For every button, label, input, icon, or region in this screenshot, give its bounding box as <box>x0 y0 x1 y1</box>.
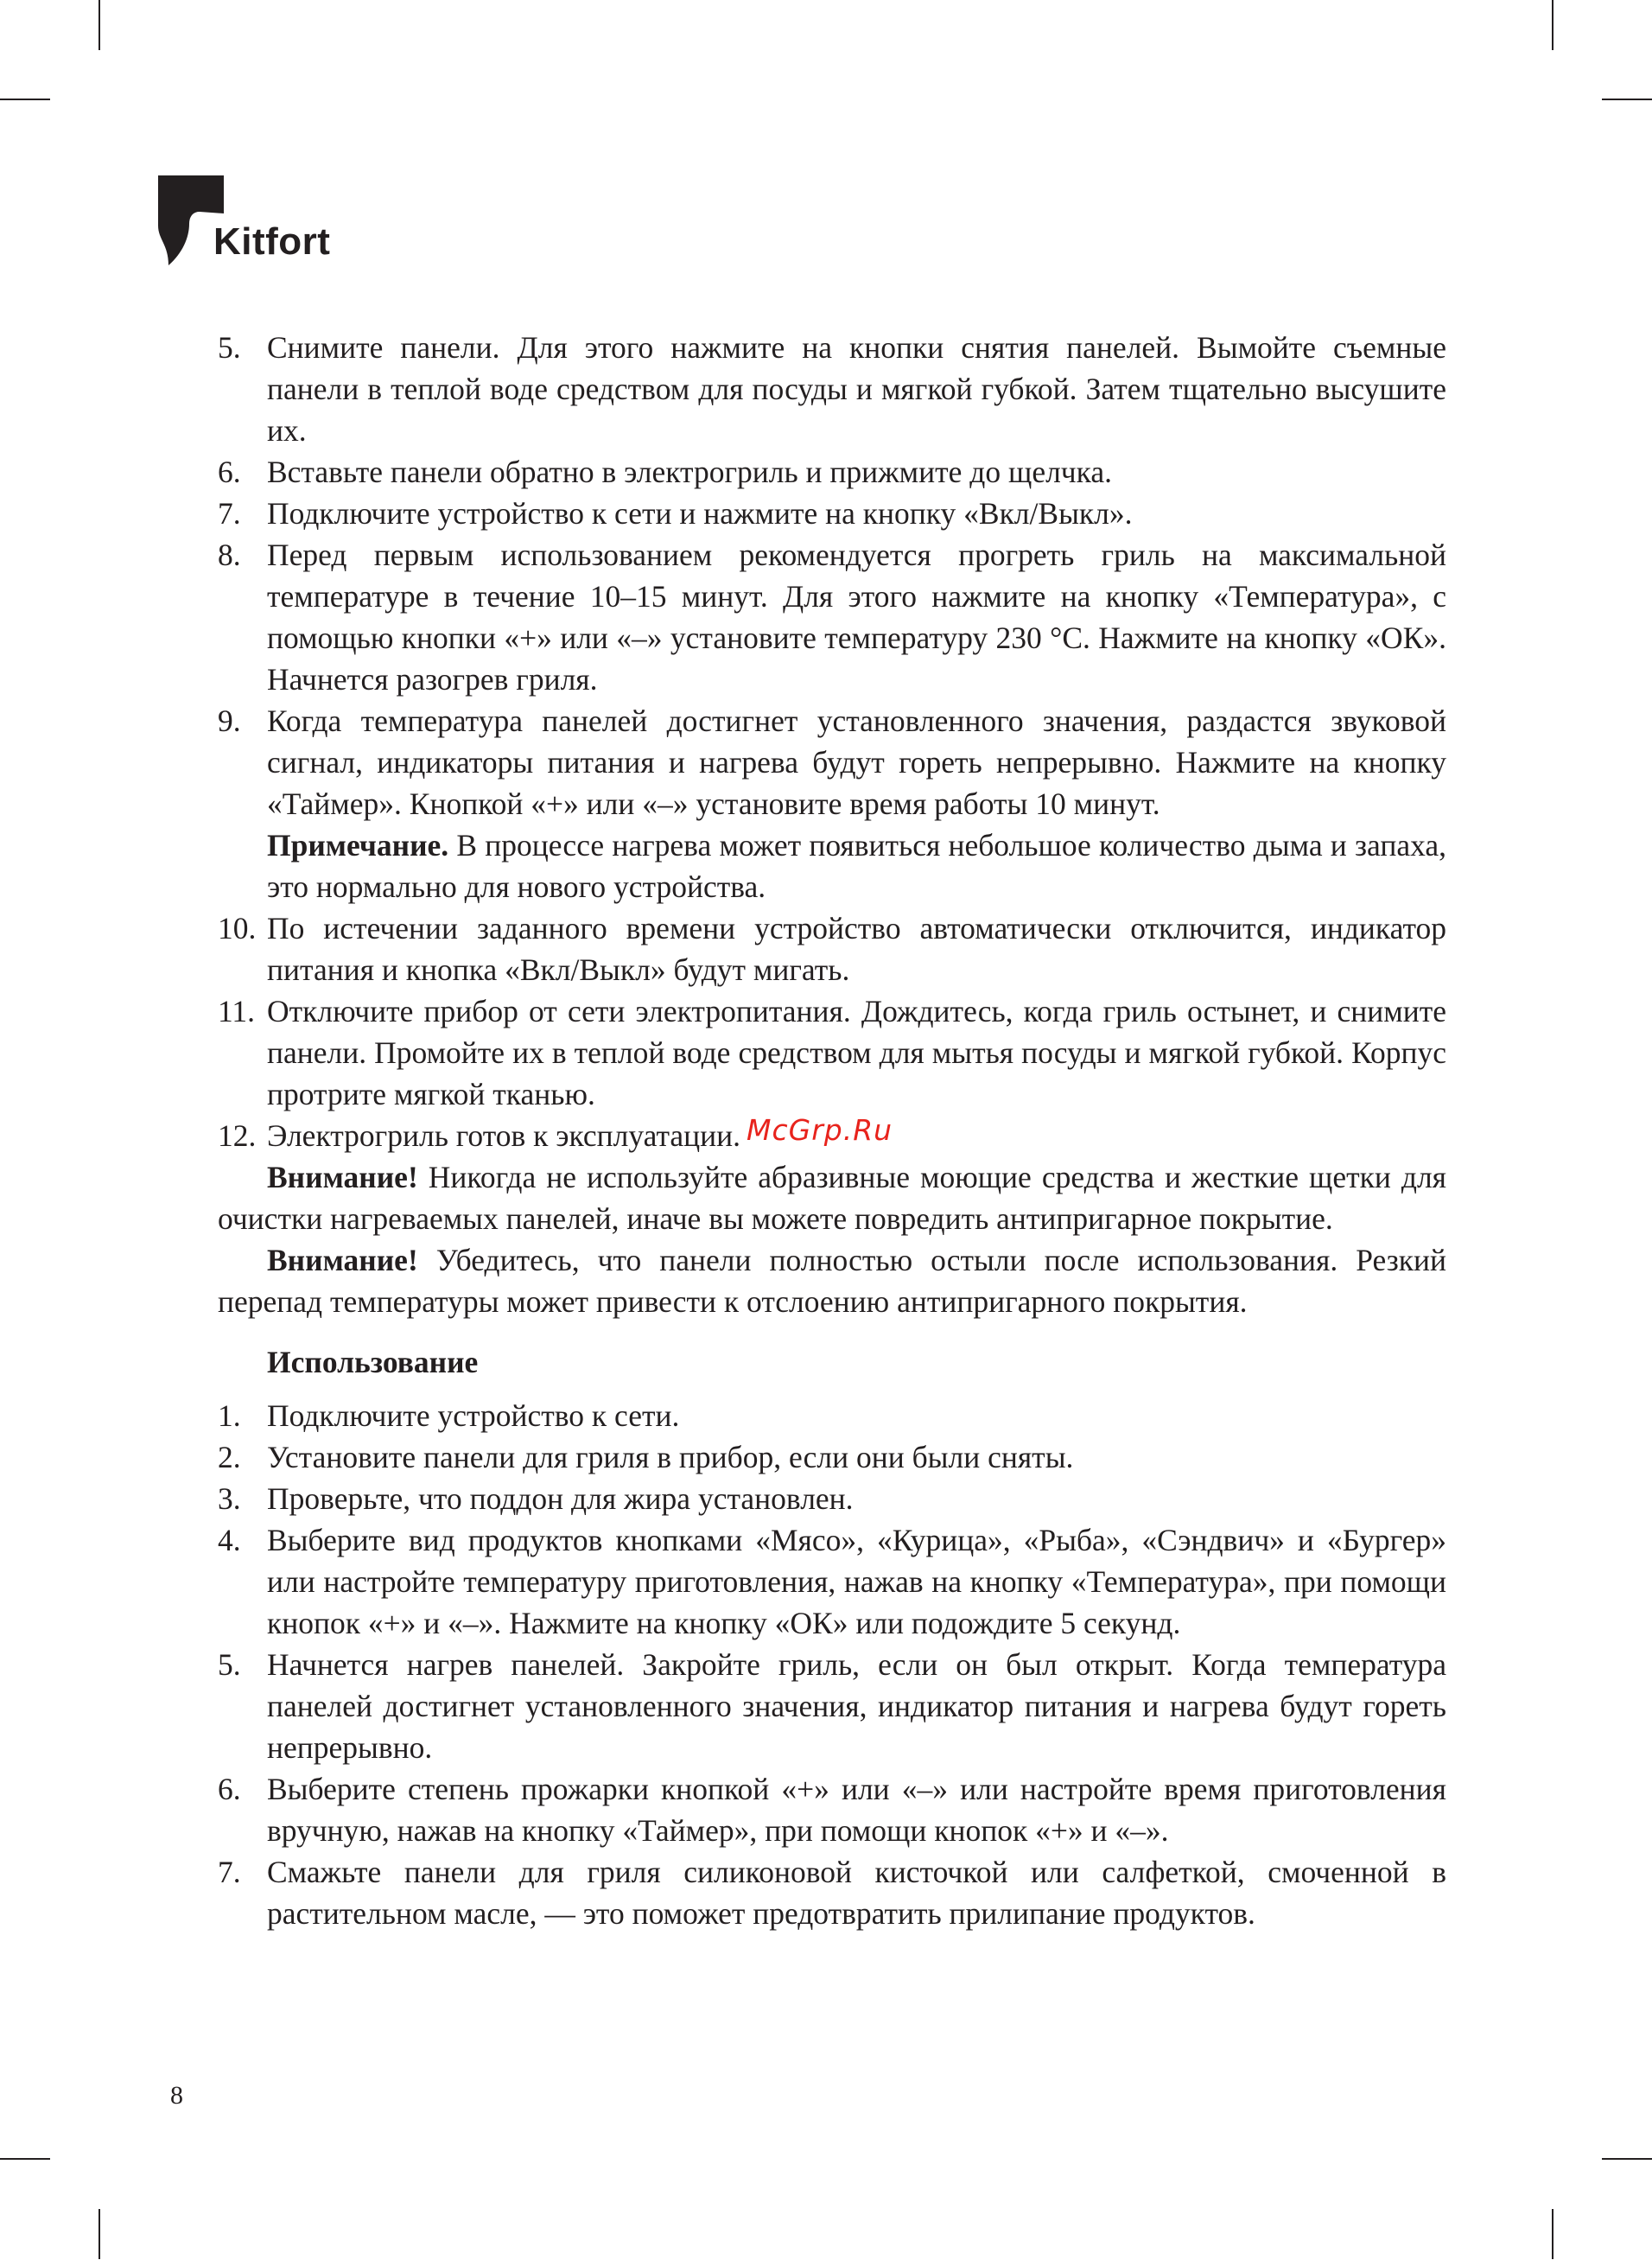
list-item <box>218 1436 1446 1478</box>
note <box>267 824 1446 907</box>
warning-label: Внимание! <box>267 1243 418 1277</box>
list-item <box>218 1519 1446 1644</box>
step-text: Проверьте, что поддон для жира установлен. <box>267 1481 854 1516</box>
step-number: 1. <box>218 1398 241 1433</box>
brand-logo <box>158 175 348 271</box>
list-item <box>218 493 1446 534</box>
step-number: 5. <box>218 330 241 365</box>
list-item <box>218 700 1446 907</box>
step-text: Вставьте панели обратно в электрогриль и прижмите до щелчка. <box>267 455 1112 489</box>
watermark-text: McGrp.Ru <box>747 1113 893 1147</box>
crop-mark <box>1552 2209 1554 2259</box>
step-number: 3. <box>218 1481 241 1516</box>
step-number: 5. <box>218 1647 241 1682</box>
crop-mark <box>1602 2158 1652 2160</box>
step-number: 2. <box>218 1440 241 1474</box>
section-heading: Использование <box>267 1345 479 1379</box>
step-number: 8. <box>218 538 241 572</box>
step-text: Отключите прибор от сети электропитания. Дождитесь, когда гриль остынет, и снимите панели. Промойте их в теплой воде средством для мытья посуды и мягкой губкой. Корпус протрите мягкой тканью. <box>267 994 1446 1111</box>
crop-mark <box>1552 0 1554 50</box>
list-item <box>218 1395 1446 1436</box>
step-text: Смажьте панели для гриля силиконовой кисточкой или салфеткой, смоченной в растительном масле, — это поможет предотвратить прилипание продуктов. <box>267 1855 1446 1931</box>
step-number: 7. <box>218 1855 241 1889</box>
step-text: Выберите степень прожарки кнопкой «+» или «–» или настройте время приготовления вручную, нажав на кнопку «Таймер», при помощи кнопок «+» и «–». <box>267 1772 1446 1848</box>
step-number: 7. <box>218 496 241 531</box>
step-text: Подключите устройство к сети. <box>267 1398 680 1433</box>
list-item <box>218 990 1446 1115</box>
list-item <box>218 1851 1446 1934</box>
usage-steps-list <box>218 1395 1446 1934</box>
step-text: Начнется нагрев панелей. Закройте гриль, если он был открыт. Когда температура панелей достигнет установленного значения, индикатор питания и нагрева будут гореть непрерывно. <box>267 1647 1446 1765</box>
crop-mark <box>0 99 50 100</box>
step-text: Перед первым использованием рекомендуется прогреть гриль на максимальной температуре в течение 10–15 минут. Для этого нажмите на кнопку «Температура», с помощью кнопки «+» или «–» установите температуру 230 °С. Нажмите на кнопку «ОК». Начнется разогрев гриля. <box>267 538 1446 697</box>
brand-name: Kitfort <box>213 220 331 263</box>
list-item <box>218 1478 1446 1519</box>
step-text: Выберите вид продуктов кнопками «Мясо», «Курица», «Рыба», «Сэндвич» и «Бургер» или настройте температуру приготовления, нажав на кнопку «Температура», при помощи кнопок «+» и «–». Нажмите на кнопку «ОК» или подождите 5 секунд. <box>267 1523 1446 1640</box>
page-number: 8 <box>170 2081 183 2110</box>
step-text: Электрогриль готов к эксплуатации. <box>267 1118 741 1153</box>
crop-mark <box>98 2209 100 2259</box>
list-item <box>218 907 1446 990</box>
list-item <box>218 451 1446 493</box>
step-number: 10. <box>218 911 257 945</box>
crop-mark <box>0 2158 50 2160</box>
warning-text: Никогда не используйте абразивные моющие средства и жесткие щетки для очистки нагреваемых панелей, иначе вы можете повредить антипригарное покрытие. <box>218 1160 1446 1236</box>
list-item <box>218 1644 1446 1768</box>
list-item <box>218 534 1446 700</box>
step-number: 9. <box>218 703 241 738</box>
warning-label: Внимание! <box>267 1160 418 1194</box>
step-text: Когда температура панелей достигнет установленного значения, раздастся звуковой сигнал, индикаторы питания и нагрева будут гореть непрерывно. Нажмите на кнопку «Таймер». Кнопкой «+» или «–» установите время работы 10 минут. <box>267 703 1446 821</box>
step-number: 11. <box>218 994 256 1028</box>
step-text: Снимите панели. Для этого нажмите на кнопки снятия панелей. Вымойте съемные панели в теплой воде средством для посуды и мягкой губкой. Затем тщательно высушите их. <box>267 330 1446 448</box>
note-text: В процессе нагрева может появиться небольшое количество дыма и запаха, это нормально для нового устройства. <box>267 828 1446 904</box>
steps-list-top <box>218 327 1446 1156</box>
crop-mark <box>98 0 100 50</box>
list-item <box>218 1768 1446 1851</box>
note-label: Примечание. <box>267 828 449 863</box>
step-number: 4. <box>218 1523 241 1557</box>
step-number: 12. <box>218 1118 257 1153</box>
step-text: Подключите устройство к сети и нажмите на кнопку «Вкл/Выкл». <box>267 496 1133 531</box>
list-item <box>218 327 1446 451</box>
warning-text: Убедитесь, что панели полностью остыли после использования. Резкий перепад температуры может привести к отслоению антипригарного покрытия. <box>218 1243 1446 1319</box>
crop-mark <box>1602 99 1652 100</box>
step-number: 6. <box>218 1772 241 1806</box>
step-text: По истечении заданного времени устройство автоматически отключится, индикатор питания и кнопка «Вкл/Выкл» будут мигать. <box>267 911 1446 987</box>
warning-paragraph <box>218 1239 1446 1322</box>
warning-paragraph <box>218 1156 1446 1239</box>
step-number: 6. <box>218 455 241 489</box>
step-text: Установите панели для гриля в прибор, если они были сняты. <box>267 1440 1074 1474</box>
